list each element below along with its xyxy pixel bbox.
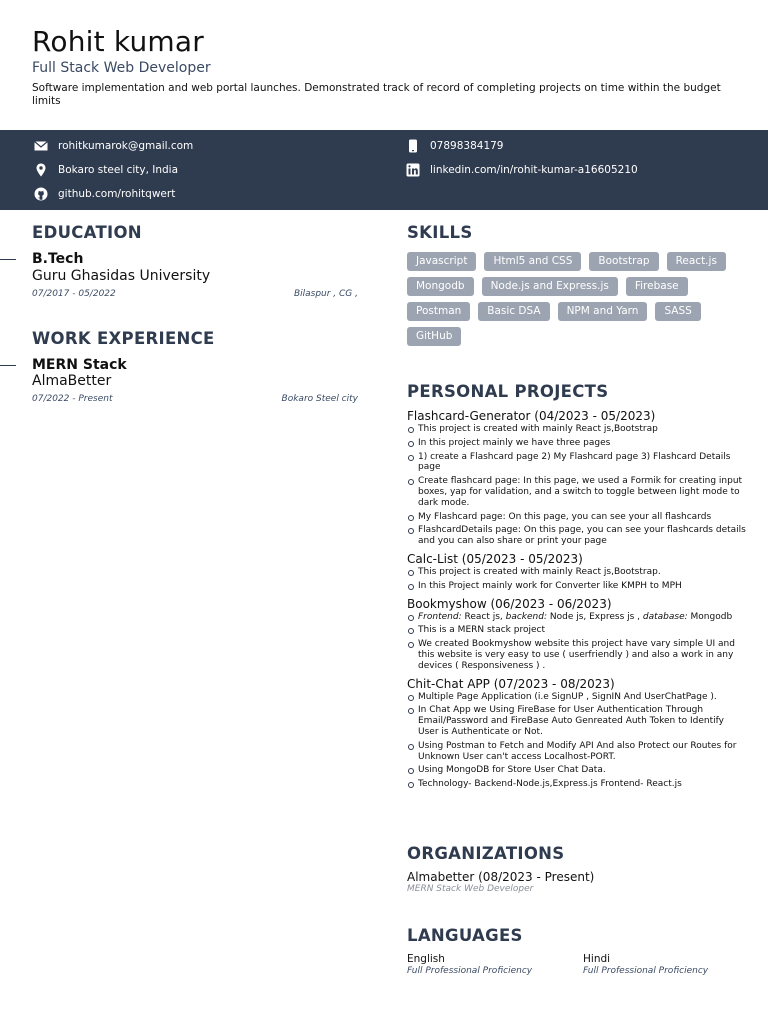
list-item xyxy=(407,612,747,623)
organization-role: MERN Stack Web Developer xyxy=(407,884,534,894)
list-item: This project is created with mainly React js,Bootstrap. xyxy=(407,567,747,578)
database-value: Mongodb xyxy=(687,611,733,622)
backend-value: Node js, Express js , xyxy=(547,611,643,622)
list-item: In Chat App we Using FireBase for User Authentication Through Email/Password and FireBase Auto Genreated Auth Token to Identify User is Authenticate or Not. xyxy=(407,705,747,737)
projects-list xyxy=(407,409,747,795)
work-location: Bokaro Steel city xyxy=(281,394,358,404)
skill-tag: Basic DSA xyxy=(478,302,549,321)
skill-tag: NPM and Yarn xyxy=(558,302,648,321)
frontend-value: React js, xyxy=(461,611,506,622)
list-item: We created Bookmyshow website this project have vary simple UI and this website is very easy to use ( userfriendly ) and also a work in any devices ( Responsiveness ) . xyxy=(407,639,747,671)
location-text: Bokaro steel city, India xyxy=(58,164,179,176)
skill-tag: Javascript xyxy=(407,252,476,271)
language-english-level: Full Professional Proficiency xyxy=(407,966,533,976)
work-marker xyxy=(0,365,16,366)
phone-icon xyxy=(406,139,420,153)
list-item: Using Postman to Fetch and Modify API And also Protect our Routes for Unknown User can't access Localhost-PORT. xyxy=(407,741,747,763)
project-title: Bookmyshow (06/2023 - 06/2023) xyxy=(407,596,612,611)
candidate-title: Full Stack Web Developer xyxy=(32,60,211,76)
work-company: AlmaBetter xyxy=(32,373,112,389)
list-item: 1) create a Flashcard page 2) My Flashcard page 3) Flashcard Details page xyxy=(407,452,747,474)
list-item: Multiple Page Application (i.e SignUP , SignIN And UserChatPage ). xyxy=(407,692,747,703)
project-title: Flashcard-Generator (04/2023 - 05/2023) xyxy=(407,409,656,423)
backend-label: backend: xyxy=(505,611,547,622)
skill-tag: Mongodb xyxy=(407,277,474,296)
project-bullets xyxy=(407,692,747,790)
list-item: In this Project mainly work for Converter like KMPH to MPH xyxy=(407,581,747,592)
list-item: FlashcardDetails page: On this page, you can see your flashcards details and you can also share or print your page xyxy=(407,525,747,547)
skill-tag: Bootstrap xyxy=(589,252,658,271)
candidate-summary: Software implementation and web portal launches. Demonstrated track of record of completing projects on time within the budget limits xyxy=(32,82,721,107)
language-english: English xyxy=(407,953,445,965)
contact-location xyxy=(34,162,178,178)
education-marker xyxy=(0,259,16,260)
contact-bar xyxy=(0,130,768,210)
project-calc-list xyxy=(407,552,747,592)
list-item: This is a MERN stack project xyxy=(407,625,747,636)
work-role: MERN Stack xyxy=(32,357,127,373)
contact-github[interactable] xyxy=(34,186,175,202)
work-dates: 07/2022 - Present xyxy=(32,394,113,404)
project-bullets xyxy=(407,612,747,672)
location-pin-icon xyxy=(34,163,48,177)
project-bookmyshow xyxy=(407,597,747,672)
list-item: My Flashcard page: On this page, you can see your all flashcards xyxy=(407,512,747,523)
skills-list xyxy=(407,252,752,346)
skill-tag: Html5 and CSS xyxy=(484,252,581,271)
languages-heading: LANGUAGES xyxy=(407,926,523,945)
skill-tag: React.js xyxy=(667,252,726,271)
email-icon xyxy=(34,139,48,153)
contact-linkedin[interactable] xyxy=(406,162,638,178)
education-dates: 07/2017 - 05/2022 xyxy=(32,289,116,299)
resume-header xyxy=(32,26,732,108)
list-item: In this project mainly we have three pages xyxy=(407,438,747,449)
list-item: Technology- Backend-Node.js,Express.js Frontend- React.js xyxy=(407,779,747,790)
skill-tag: Node.js and Express.js xyxy=(482,277,618,296)
work-heading: WORK EXPERIENCE xyxy=(32,329,215,348)
email-text: rohitkumarok@gmail.com xyxy=(58,140,194,152)
skills-heading: SKILLS xyxy=(407,223,473,242)
project-flashcard xyxy=(407,409,747,547)
project-chit-chat xyxy=(407,677,747,790)
skill-tag: Firebase xyxy=(626,277,688,296)
education-school: Guru Ghasidas University xyxy=(32,268,211,284)
language-hindi: Hindi xyxy=(583,953,611,965)
project-title: Chit-Chat APP (07/2023 - 08/2023) xyxy=(407,676,615,691)
project-title: Calc-List (05/2023 - 05/2023) xyxy=(407,551,583,566)
education-degree: B.Tech xyxy=(32,251,84,267)
github-text: github.com/rohitqwert xyxy=(58,188,176,200)
list-item: Using MongoDB for Store User Chat Data. xyxy=(407,765,747,776)
candidate-name: Rohit kumar xyxy=(32,25,204,58)
github-icon xyxy=(34,187,48,201)
language-hindi-level: Full Professional Proficiency xyxy=(583,966,709,976)
project-bullets xyxy=(407,567,747,592)
database-label: database: xyxy=(642,611,688,622)
projects-heading: PERSONAL PROJECTS xyxy=(407,382,609,401)
linkedin-icon xyxy=(406,163,420,177)
education-heading: EDUCATION xyxy=(32,223,142,242)
skill-tag: GitHub xyxy=(407,327,461,346)
contact-phone[interactable] xyxy=(406,138,504,154)
phone-text: 07898384179 xyxy=(430,140,504,152)
list-item: Create flashcard page: In this page, we used a Formik for creating input boxes, yap for validation, and a switch to toggle between light mode to dark mode. xyxy=(407,476,747,508)
project-bullets xyxy=(407,424,747,547)
education-location: Bilaspur , CG , xyxy=(293,289,358,299)
frontend-label: Frontend: xyxy=(418,611,462,622)
organization-name: Almabetter (08/2023 - Present) xyxy=(407,870,595,884)
organizations-heading: ORGANIZATIONS xyxy=(407,844,565,863)
linkedin-text: linkedin.com/in/rohit-kumar-a16605210 xyxy=(430,164,638,176)
contact-email[interactable] xyxy=(34,138,193,154)
skill-tag: Postman xyxy=(407,302,470,321)
skill-tag: SASS xyxy=(655,302,700,321)
list-item: This project is created with mainly React js,Bootstrap xyxy=(407,424,747,435)
